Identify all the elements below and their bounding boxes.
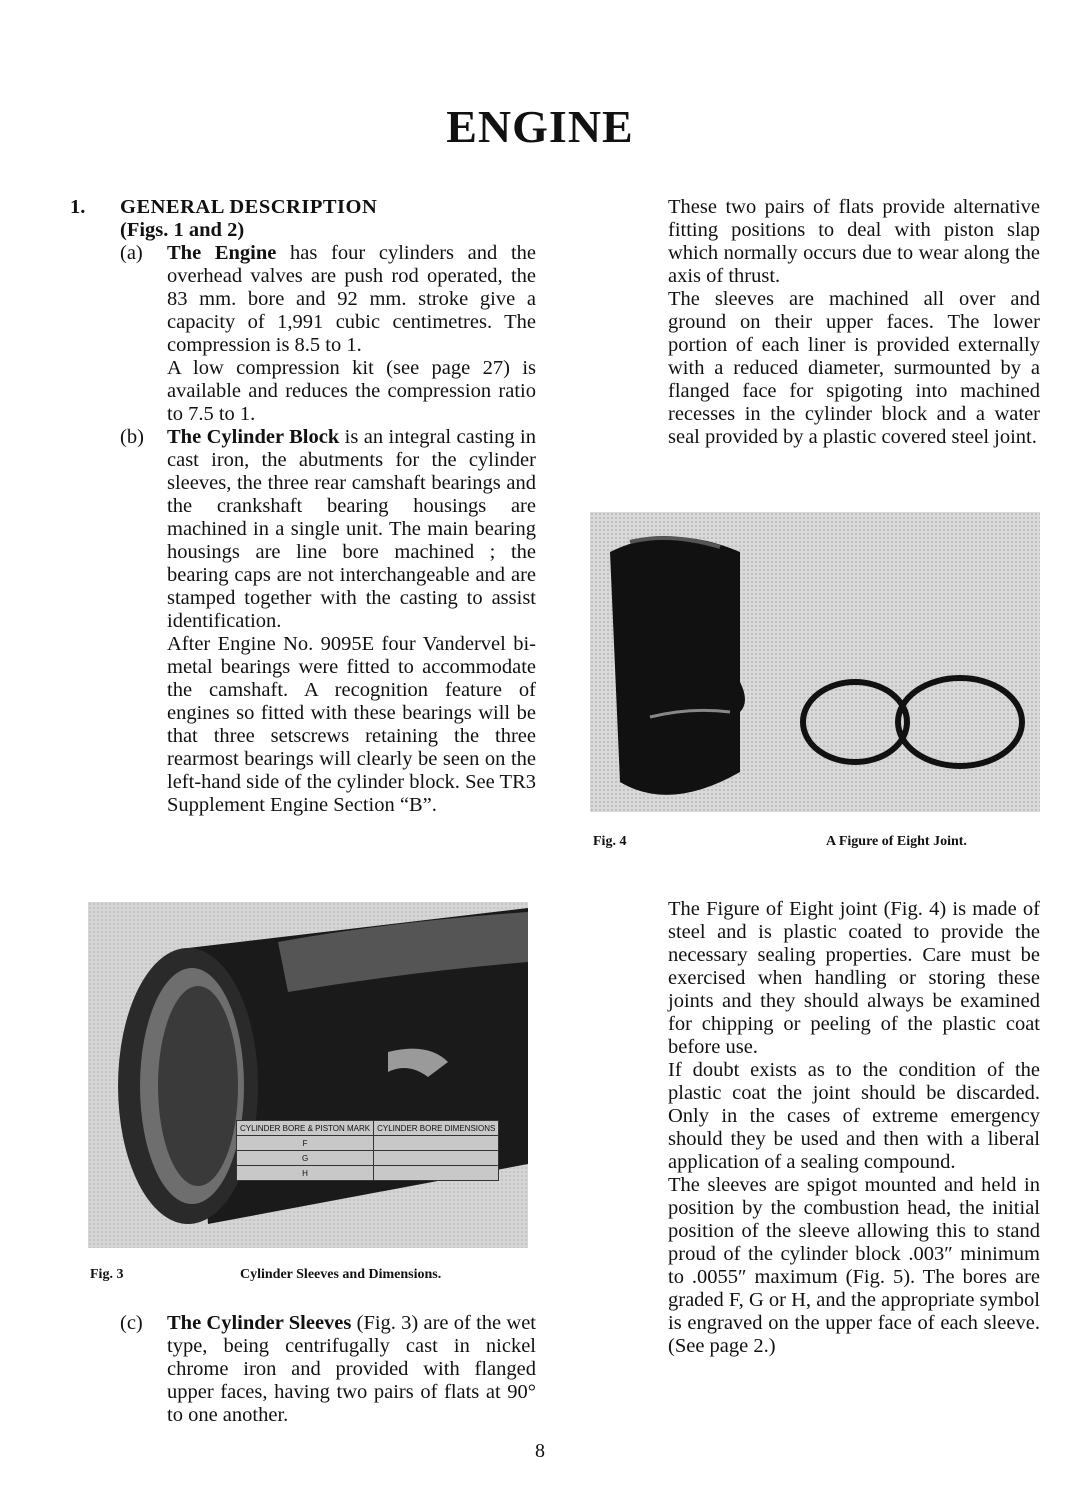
fig3-table-row-g: G (237, 1151, 374, 1166)
item-a-text: has four cylinders and the overhead valves are push rod operated, the 83 mm. bore and 92 mm. stroke give a capacity of 1,991 cubic centimetres. The compression is 8.5 to 1. (167, 242, 536, 356)
left-column-bottom (70, 1312, 536, 1427)
fig4-label: Fig. 4 (593, 834, 627, 849)
item-b-label: (b) (120, 426, 144, 448)
fig3-table-head-1: CYLINDER BORE & PISTON MARK (237, 1121, 374, 1136)
right-para-2: The sleeves are machined all over and ground on their upper faces. The lower portion of each liner is provided externally with a reduced diameter, surmounted by a flanged face for spigoting into machined recesses in the cylinder block and a water seal provided by a plastic covered steel joint. (668, 288, 1040, 448)
section-title: GENERAL DESCRIPTION (120, 196, 378, 218)
section-heading (70, 196, 536, 242)
fig3-table-head-2: CYLINDER BORE DIMENSIONS (374, 1121, 499, 1136)
cylinder-sleeve-illustration (88, 902, 528, 1248)
fig3-table-row-f: F (237, 1136, 374, 1151)
item-b-text: is an integral casting in cast iron, the abutments for the cylinder sleeves, the three rear camshaft bearings and the crankshaft bearing housings are machined in a single unit. The main bearing housings are line bore machined ; the bearing caps are not interchangeable and are stamped together with the casting to assist identification. (167, 426, 536, 632)
figure-eight-joint-illustration (590, 512, 1040, 812)
item-b-lead: The Cylinder Block (167, 426, 340, 448)
right-para-3: The Figure of Eight joint (Fig. 4) is made of steel and is plastic coated to provide the necessary sealing properties. Care must be exercised when handling or storing these joints and they should always be examined for chipping or peeling of the plastic coat before use. (668, 898, 1040, 1058)
item-a-para2: A low compression kit (see page 27) is available and reduces the compression ratio to 7.5 to 1. (167, 357, 536, 425)
page-number: 8 (535, 1440, 545, 1462)
section-figs-ref: (Figs. 1 and 2) (120, 219, 245, 241)
fig3-photo (88, 902, 528, 1248)
item-c (70, 1312, 536, 1427)
item-c-text: (Fig. 3) are of the wet type, being centrifugally cast in nickel chrome iron and provided with flanged upper faces, having two pairs of flats at 90° to one another. (167, 1312, 536, 1426)
item-a-lead: The Engine (167, 242, 277, 264)
fig3-caption: Cylinder Sleeves and Dimensions. (240, 1267, 442, 1282)
right-para-5: The sleeves are spigot mounted and held in position by the combustion head, the initial position of the sleeve allowing this to stand proud of the cylinder block .003″ minimum to .0055″ maximum (Fig. 5). The bores are graded F, G or H, and the appropriate symbol is engraved on the upper face of each sleeve. (See page 2.) (668, 1174, 1040, 1357)
item-a (70, 242, 536, 426)
fig4-caption: A Figure of Eight Joint. (826, 834, 967, 849)
item-b (70, 426, 536, 817)
item-c-lead: The Cylinder Sleeves (167, 1312, 352, 1334)
right-para-4: If doubt exists as to the condition of the plastic coat the joint should be discarded. Only in the cases of extreme emergency should they be used and then with a liberal application of a sealing compound. (668, 1059, 1040, 1173)
fig3-label: Fig. 3 (90, 1267, 124, 1282)
item-c-label: (c) (120, 1312, 143, 1334)
page-title: ENGINE (446, 101, 634, 152)
left-column (70, 196, 536, 817)
item-b-para2: After Engine No. 9095E four Vandervel bi-metal bearings were fitted to accommodate the camshaft. A recognition feature of engines so fitted with these bearings will be that three setscrews retaining the three rearmost bearings will clearly be seen on the left-hand side of the cylinder block. See TR3 Supplement Engine Section “B”. (167, 633, 536, 816)
fig4-photo (590, 512, 1040, 812)
fig3-dimension-table (236, 1120, 499, 1181)
section-number: 1. (70, 196, 86, 218)
right-column-bottom (668, 898, 1040, 1358)
right-column-top (668, 196, 1040, 449)
right-para-1: These two pairs of flats provide alternative fitting positions to deal with piston slap which normally occurs due to wear along the axis of thrust. (668, 196, 1040, 287)
item-a-label: (a) (120, 242, 143, 264)
fig3-table-row-h: H (237, 1166, 374, 1181)
